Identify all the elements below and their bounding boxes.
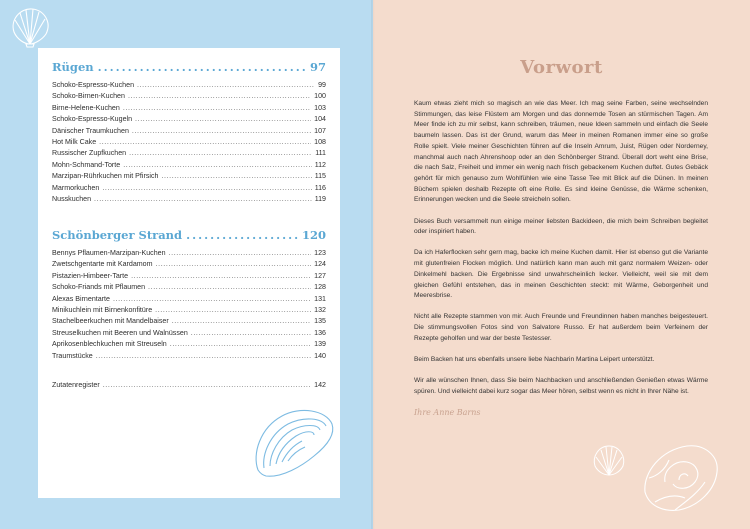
dot-leader xyxy=(132,126,311,137)
right-page xyxy=(373,0,750,529)
entry-title: Birne-Helene-Kuchen xyxy=(52,103,120,112)
list-item[interactable] xyxy=(52,80,326,91)
dot-leader xyxy=(96,351,311,362)
entry-title: Schoko-Espresso-Kugeln xyxy=(52,115,133,124)
list-item[interactable] xyxy=(52,160,326,171)
list-item[interactable] xyxy=(52,351,326,362)
entry-page: 104 xyxy=(314,115,326,124)
entry-page: 116 xyxy=(314,183,326,192)
dot-leader xyxy=(186,228,298,242)
page-gutter xyxy=(371,0,375,529)
list-item[interactable] xyxy=(52,91,326,102)
preface-text xyxy=(414,99,708,419)
dot-leader xyxy=(128,91,311,102)
list-item[interactable] xyxy=(52,339,326,350)
entry-title: Zutatenregister xyxy=(52,381,100,389)
dot-leader xyxy=(129,148,312,159)
entry-page: 127 xyxy=(314,271,326,280)
entry-page: 108 xyxy=(314,137,326,146)
entry-title: Marmorkuchen xyxy=(52,183,100,192)
entry-title: Traumstücke xyxy=(52,351,93,360)
entry-page: 128 xyxy=(314,283,326,292)
list-item[interactable] xyxy=(52,103,326,114)
entry-page: 100 xyxy=(314,92,326,101)
paragraph: Dieses Buch versammelt nun einige meiner liebsten Backideen, die mich beim Schreiben begleitet oder inspiriert haben. xyxy=(414,217,708,236)
list-item[interactable] xyxy=(52,380,326,391)
entry-page: 142 xyxy=(314,381,326,389)
dot-leader xyxy=(191,328,311,339)
dot-leader xyxy=(155,305,311,316)
entry-page: 103 xyxy=(314,103,326,112)
section-heading[interactable] xyxy=(52,60,326,74)
entry-title: Nusskuchen xyxy=(52,194,92,203)
entry-title: Streuselkuchen mit Beeren und Walnüssen xyxy=(52,328,188,337)
section-title: Schönberger Strand xyxy=(52,228,183,242)
entry-title: Dänischer Traumkuchen xyxy=(52,126,129,135)
entry-title: Mohn-Schmand-Torte xyxy=(52,160,121,169)
entry-title: Minikuchlein mit Birnenkonfitüre xyxy=(52,305,153,314)
dot-leader xyxy=(113,294,311,305)
list-item[interactable] xyxy=(52,171,326,182)
dot-leader xyxy=(148,282,311,293)
dot-leader xyxy=(137,80,315,91)
dot-leader xyxy=(156,259,312,270)
dot-leader xyxy=(170,339,311,350)
dot-leader xyxy=(135,114,311,125)
section-heading[interactable] xyxy=(52,228,326,242)
list-item[interactable] xyxy=(52,194,326,205)
paragraph: Wir alle wünschen Ihnen, dass Sie beim Nachbacken und anschließenden Genießen etwas Wärme spüren. Und vielleicht dabei kurz sogar das Meer hören, selbst wenn es nicht in Ihrer Nähe ist. xyxy=(414,377,708,395)
entry-page: 132 xyxy=(314,305,326,314)
list-item[interactable] xyxy=(52,148,326,159)
scallop-shell-icon xyxy=(6,4,54,48)
dot-leader xyxy=(169,248,312,259)
entry-page: 99 xyxy=(318,81,326,89)
toc-section-ruegen xyxy=(52,60,326,205)
entry-title: Alexas Birnentarte xyxy=(52,294,110,303)
entry-title: Schoko-Friands mit Pflaumen xyxy=(52,283,146,292)
toc-register xyxy=(52,380,326,391)
entry-page: 119 xyxy=(314,194,326,203)
mussel-shell-icon xyxy=(248,404,338,480)
paragraph: Nicht alle Rezepte stammen von mir. Auch Freunde und Freundinnen haben manches beigesteuert. Die stimmungsvollen Fotos sind von Salvatore Russo. Er hat außerdem beim Verfeinern der Rezepte geholfen und war der beste Testesser. xyxy=(414,313,708,342)
dot-leader xyxy=(98,60,306,74)
entry-page: 140 xyxy=(314,351,326,360)
dot-leader xyxy=(131,271,311,282)
entry-title: Hot Milk Cake xyxy=(52,137,97,146)
spiral-shell-icon xyxy=(635,432,725,522)
section-page: 97 xyxy=(309,60,326,74)
entry-title: Marzipan-Rührkuchen mit Pfirsich xyxy=(52,172,159,181)
table-of-contents xyxy=(38,48,340,498)
entry-list xyxy=(52,248,326,362)
paragraph: Beim Backen hat uns ebenfalls unsere liebe Nachbarin Martina Leipert unterstützt. xyxy=(414,356,655,364)
dot-leader xyxy=(94,194,312,205)
dot-leader xyxy=(103,380,311,391)
entry-page: 139 xyxy=(314,340,326,349)
entry-title: Stachelbeerkuchen mit Mandelbaiser xyxy=(52,317,169,326)
toc-section-schoenberger-strand xyxy=(52,228,326,362)
entry-page: 131 xyxy=(314,294,326,303)
list-item[interactable] xyxy=(52,316,326,327)
section-title: Rügen xyxy=(52,60,94,74)
page-title: Vorwort xyxy=(520,57,603,78)
list-item[interactable] xyxy=(52,305,326,316)
entry-title: Schoko-Birnen-Kuchen xyxy=(52,92,125,101)
entry-page: 111 xyxy=(315,149,326,158)
signature: Ihre Anne Barns xyxy=(414,408,481,418)
list-item[interactable] xyxy=(52,126,326,137)
entry-page: 107 xyxy=(314,126,326,135)
left-page xyxy=(0,0,373,529)
entry-title: Russischer Zupfkuchen xyxy=(52,149,127,158)
entry-title: Schoko-Espresso-Kuchen xyxy=(52,81,135,89)
entry-title: Zwetschgentarte mit Kardamom xyxy=(52,260,153,269)
dot-leader xyxy=(102,183,311,194)
paragraph: Kaum etwas zieht mich so magisch an wie das Meer. Ich mag seine Farben, seine wechselnden Stimmungen, das leise Flüstern am Morgen und das donnernde Tosen an stürmischen Tagen. Am Meer finde ich zu mir selbst, kann schreiben, träumen, neue Ideen sammeln und einfach die Seele baumeln lassen. Das ist der Grund, warum das Meer in meinen Romanen immer eine so große Rolle spielt. Viele meiner Geschichten führen auf die Inseln Amrum, Juist, Rügen oder Norderney, manchmal auch nach Ahrenshoop oder an den Schönberger Strand. Überall dort weht eine Brise, die nach Salz, Freiheit und immer ein wenig nach frisch gebackenem Kuchen duftet. Gutes Gebäck gehört für mich genauso zum Wohlfühlen wie eine Tasse Tee mit Blick auf die Dünen. In meinen Büchern spielen deshalb Rezepte oft eine Rolle. Es sind kleine Genüsse, die Wärme schenken, Erinnerungen wecken und die Seele streicheln sollen. xyxy=(414,100,708,204)
list-item[interactable] xyxy=(52,328,326,339)
list-item[interactable] xyxy=(52,294,326,305)
entry-page: 135 xyxy=(314,317,326,326)
list-item[interactable] xyxy=(52,114,326,125)
section-page: 120 xyxy=(301,228,326,242)
scallop-shell-icon xyxy=(589,442,629,480)
dot-leader xyxy=(172,316,311,327)
entry-page: 112 xyxy=(314,160,326,169)
list-item[interactable] xyxy=(52,183,326,194)
dot-leader xyxy=(123,103,311,114)
list-item[interactable] xyxy=(52,282,326,293)
entry-title: Pistazien-Himbeer-Tarte xyxy=(52,271,129,280)
dot-leader xyxy=(99,137,311,148)
dot-leader xyxy=(123,160,311,171)
entry-page: 123 xyxy=(314,249,326,257)
entry-title: Bennys Pflaumen-Marzipan-Kuchen xyxy=(52,249,166,257)
list-item[interactable] xyxy=(52,248,326,259)
entry-page: 124 xyxy=(314,260,326,269)
entry-list xyxy=(52,80,326,205)
list-item[interactable] xyxy=(52,137,326,148)
entry-title: Aprikosenblechkuchen mit Streuseln xyxy=(52,340,167,349)
list-item[interactable] xyxy=(52,259,326,270)
entry-page: 115 xyxy=(314,172,326,181)
dot-leader xyxy=(161,171,311,182)
entry-page: 136 xyxy=(314,328,326,337)
paragraph: Da ich Haferflocken sehr gern mag, backe ich meine Kuchen damit. Hier ist ebenso gut die Variante mit glutenfreien Flocken möglich. Und natürlich kann man auch mit ganz normalem Weizen- oder Dinkelmehl backen. Die Ergebnisse sind unwahrscheinlich lecker. Vielleicht, weil sie mit dem gleichen Gefühl entstehen, das in meinen Geschichten steckt: mit Wärme, Geborgenheit und Meeresbrise. xyxy=(414,249,708,300)
list-item[interactable] xyxy=(52,271,326,282)
